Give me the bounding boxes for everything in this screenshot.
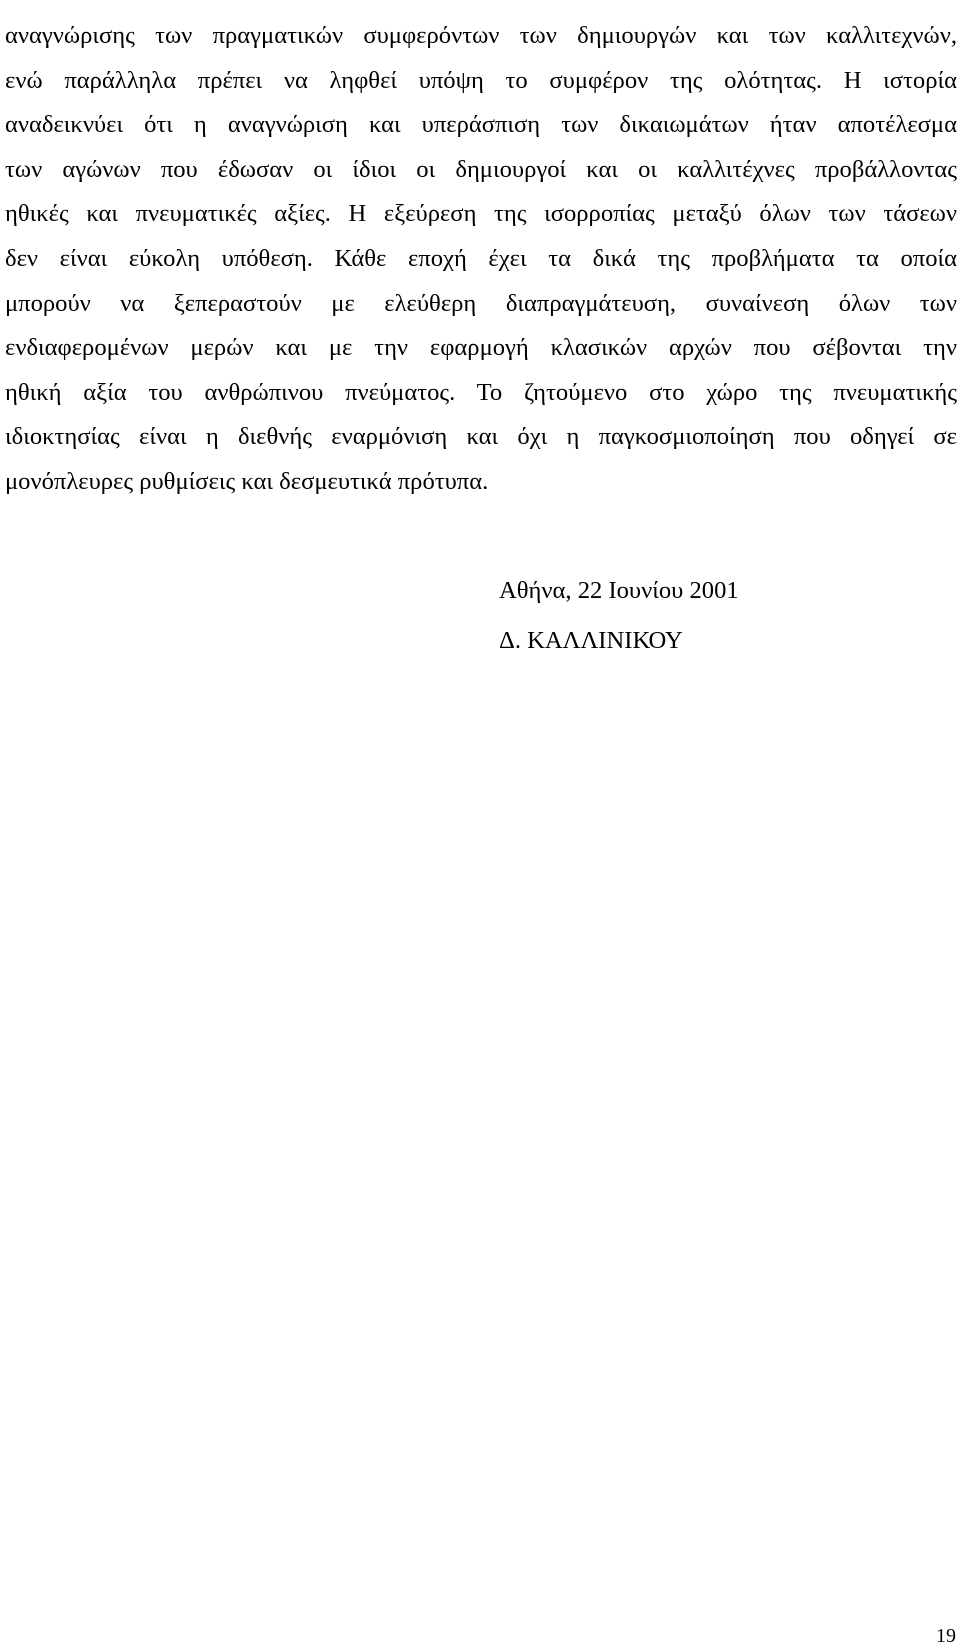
signature-name: Δ. ΚΑΛΛΙΝΙΚΟΥ [499, 627, 683, 654]
paragraph-line: ηθικές και πνευματικές αξίες. Η εξεύρεση της ισορροπίας μεταξύ όλων των τάσεων [5, 200, 957, 228]
paragraph-line: ιδιοκτησίας είναι η διεθνής εναρμόνιση και όχι η παγκοσμιοποίηση που οδηγεί σε [5, 423, 957, 451]
paragraph-line: ηθική αξία του ανθρώπινου πνεύματος. Το ζητούμενο στο χώρο της πνευματικής [5, 378, 957, 406]
paragraph-line: αναδεικνύει ότι η αναγνώριση και υπεράσπιση των δικαιωμάτων ήταν αποτέλεσμα [5, 111, 957, 139]
paragraph-line: ενώ παράλληλα πρέπει να ληφθεί υπόψη το συμφέρον της ολότητας. Η ιστορία [5, 66, 957, 94]
page-number: 19 [936, 1625, 956, 1647]
paragraph-line: των αγώνων που έδωσαν οι ίδιοι οι δημιουργοί και οι καλλιτέχνες προβάλλοντας [5, 155, 957, 183]
paragraph-line: αναγνώρισης των πραγματικών συμφερόντων των δημιουργών και των καλλιτεχνών, [5, 22, 957, 49]
paragraph-line: μονόπλευρες ρυθμίσεις και δεσμευτικά πρότυπα. [5, 467, 489, 495]
paragraph-line: μπορούν να ξεπεραστούν με ελεύθερη διαπραγμάτευση, συναίνεση όλων των [5, 289, 957, 317]
paragraph-line: δεν είναι εύκολη υπόθεση. Κάθε εποχή έχει τα δικά της προβλήματα τα οποία [5, 244, 957, 272]
body-paragraph [5, 14, 957, 505]
paragraph-line: ενδιαφερομένων μερών και με την εφαρμογή κλασικών αρχών που σέβονται την [5, 334, 957, 362]
signature-block [499, 566, 739, 666]
signature-place-date: Αθήνα, 22 Ιουνίου 2001 [499, 577, 739, 604]
